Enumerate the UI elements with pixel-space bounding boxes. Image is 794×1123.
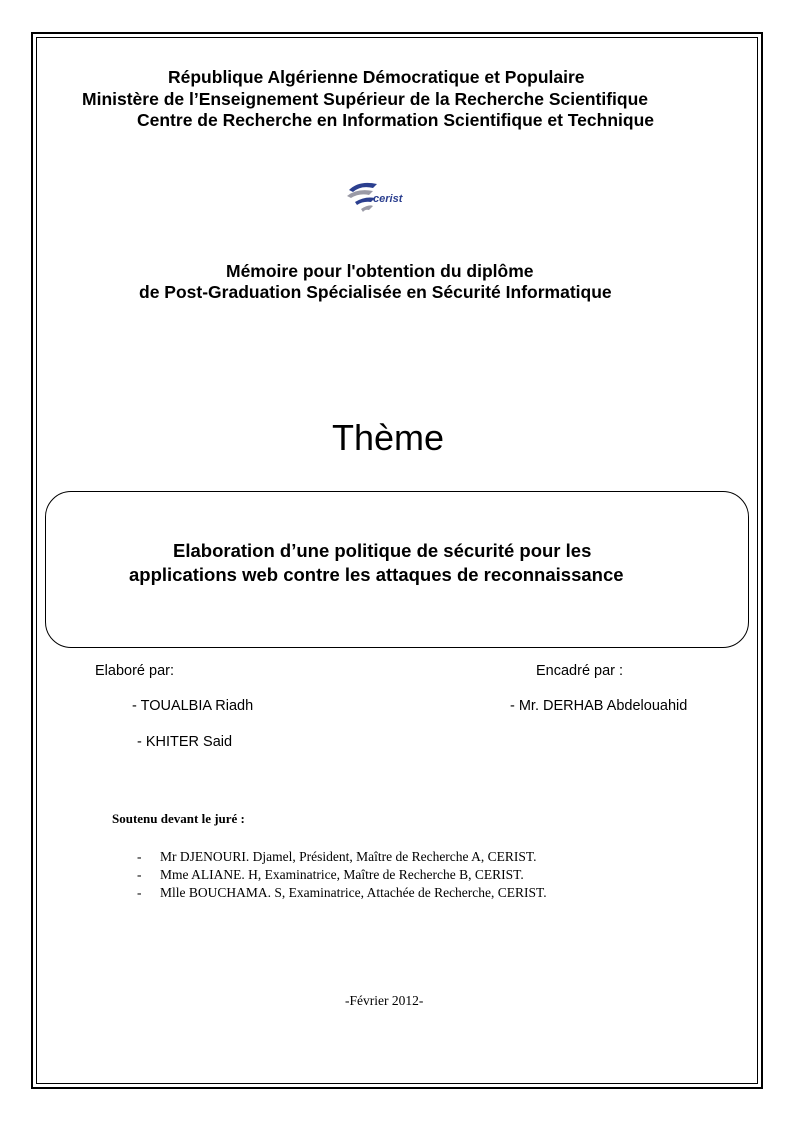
theme-title: Thème <box>332 417 445 458</box>
supervisor-label: Encadré par : <box>536 663 624 679</box>
header-center: Centre de Recherche en Information Scientifique et Technique <box>137 110 654 130</box>
memoire-line-1: Mémoire pour l'obtention du diplôme <box>226 261 534 281</box>
jury-bullet-1: - <box>137 849 142 864</box>
header-ministry: Ministère de l’Enseignement Supérieur de la Recherche Scientifique <box>82 89 648 109</box>
author-name-1: - TOUALBIA Riadh <box>132 698 254 714</box>
header-republic: République Algérienne Démocratique et Populaire <box>168 67 585 87</box>
jury-label: Soutenu devant le juré : <box>112 811 245 826</box>
subject-line-1: Elaboration d’une politique de sécurité pour les <box>173 540 592 561</box>
author-name-2: - KHITER Said <box>137 734 233 750</box>
cerist-logo-icon <box>343 176 413 220</box>
jury-bullet-2: - <box>137 867 142 882</box>
jury-member-2: Mme ALIANE. H, Examinatrice, Maître de Recherche B, CERIST. <box>160 867 524 882</box>
cerist-logo-text: cerist <box>373 193 403 205</box>
subject-line-2: applications web contre les attaques de reconnaissance <box>129 564 624 585</box>
authors-label: Elaboré par: <box>95 663 174 679</box>
jury-member-1: Mr DJENOURI. Djamel, Président, Maître de Recherche A, CERIST. <box>160 849 537 864</box>
jury-bullet-3: - <box>137 885 142 900</box>
memoire-line-2: de Post-Graduation Spécialisée en Sécurité Informatique <box>139 282 612 302</box>
jury-member-3: Mlle BOUCHAMA. S, Examinatrice, Attachée de Recherche, CERIST. <box>160 885 547 900</box>
date: -Février 2012- <box>345 993 424 1008</box>
supervisor-name: - Mr. DERHAB Abdelouahid <box>510 698 688 714</box>
